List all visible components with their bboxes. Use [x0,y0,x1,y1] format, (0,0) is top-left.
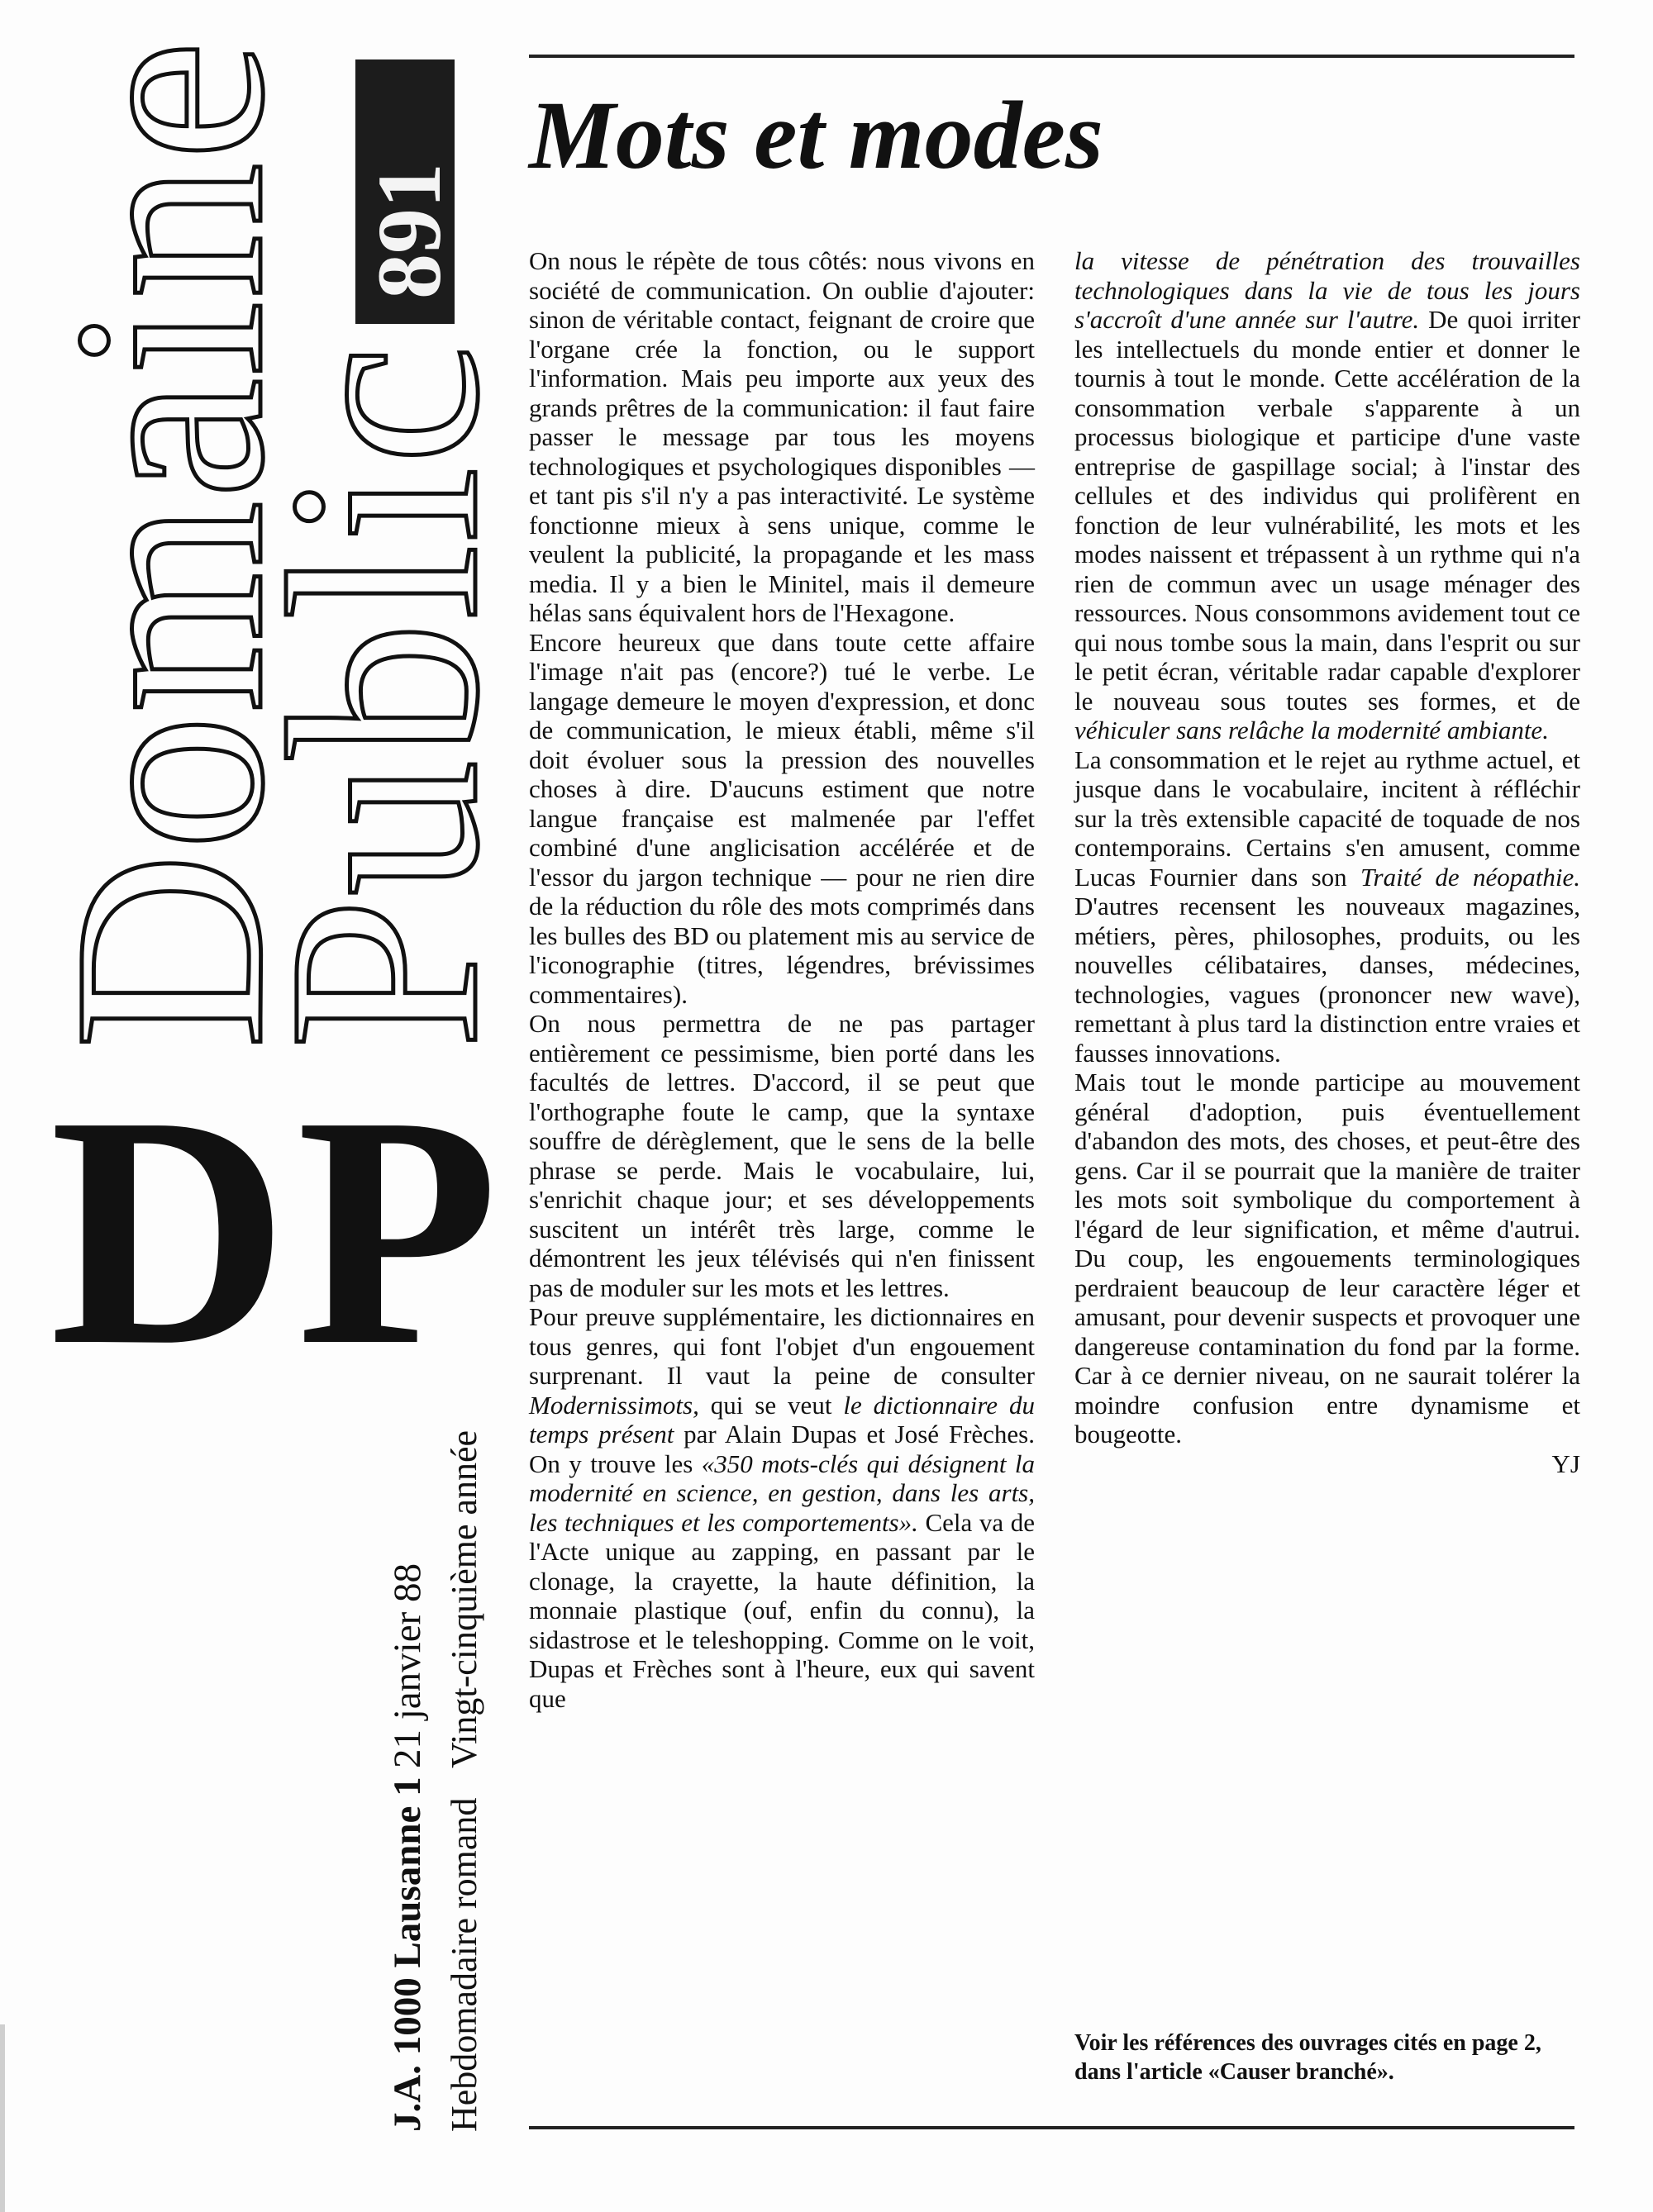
article-column-right [1074,246,1580,1478]
book-subtitle: le dictionnaire du temps présent [529,1390,1035,1449]
publication-year: Vingt-cinquième année [444,1429,484,1768]
quote: véhiculer sans relâche la modernité ambiante. [1074,716,1549,744]
postal-line: J.A. 1000 Lausanne 1 [386,1777,429,2132]
article-column-left [529,246,1035,1713]
text-run: De quoi irriter les intellectuels du monde entier et donner le tournis à tout le monde. Cette accélération de la consommation verbale s'apparente à un processus biologique et participe d'une vaste entreprise de gaspillage social; à l'instar des cellules et des individus qui prolifèrent en fonction de leur vulnérabilité, les mots et les modes naissent et trépassent à un rythme qui n'a rien de commun avec un usage ménager des ressources. Nous consommons avidement tout ce qui nous tombe sous la main, dans l'esprit ou sur le petit écran, véritable radar capable d'explorer le nouveau sous toutes ses formes, et de [1074,305,1580,716]
issue-date: 21 janvier 88 [386,1563,429,1768]
issue-number: 891 [359,163,460,299]
bottom-rule [529,2126,1574,2129]
quote: la vitesse de pénétration des trouvailles technologiques dans la vie de tous les jours s'accroît d'une année sur l'autre. [1074,246,1580,334]
paragraph: On nous permettra de ne pas partager entièrement ce pessimisme, bien porté dans les facultés de lettres. D'accord, il se peut que l'orthographe foute le camp, que la syntaxe souffre de dérèglement, que le sens de la belle phrase se perde. Mais le vocabulaire, lui, s'enrichit chaque jour; et ses développements suscitent un intérêt très large, comme le démontrent les jeux télévisés qui n'en finissent pas de moduler sur les mots et les lettres. [529,1009,1035,1302]
article-headline: Mots et modes [529,81,1103,189]
paragraph [529,1302,1035,1713]
reference-note: Voir les références des ouvrages cités en page 2, dans l'article «Causer branché». [1074,2030,1541,2085]
quote: «350 mots-clés qui désignent la modernité en science, en gestion, dans les arts, les techniques et les comportements». [529,1449,1035,1537]
masthead [0,0,535,2212]
masthead-title-domaine: Domaine [18,38,320,1049]
paragraph: On nous le répète de tous côtés: nous vivons en société de communication. On oublie d'ajouter: sinon de véritable contact, feignant de croire que l'organe crée la fonction, ou le support l'information. Mais peu importe aux yeux des grands prêtres de la communication: il faut faire passer le message par tous les moyens technologiques et psychologiques disponibles — et tant pis s'il n'y a pas interactivité. Le système fonctionne mieux à sens unique, comme le veulent la publicité, la propagande et les mass media. Il y a bien le Minitel, mais il demeure hélas sans équivalent hors de l'Hexagone. [529,246,1035,627]
book-title: Modernissimots, [529,1390,699,1420]
paragraph [1074,745,1580,1068]
paragraph: Mais tout le monde participe au mouvement général d'adoption, puis éventuellement d'abandon des mots, des choses, et peut-être des gens. Car il se pourrait que la manière de traiter les mots soit symbolique du comportement à l'égard de leur signification, et même d'autrui. Du coup, les engouements terminologiques perdraient beaucoup de leur caractère léger et amusant, pour devenir suspects et provoquer une dangereuse contamination du fond par la forme. Car à ce dernier niveau, on ne saurait tolérer la moindre confusion entre dynamisme et bougeotte. [1074,1068,1580,1449]
text-run: qui se veut [698,1390,844,1420]
text-run: par Alain Dupas et José Frèches. On y trouve les [529,1420,1035,1478]
dp-logo: DP [50,1048,507,1414]
text-run: D'autres recensent les nouveaux magazines, métiers, pères, philosophes, produits, ou les nouvelles célibataires, danses, médecines, technologies, vagues (prononcer new wave), remettant à plus tard la distinction entre vraies et fausses innovations. [1074,892,1580,1068]
paragraph-continued [1074,246,1580,745]
text-run: La consommation et le rejet au rythme actuel, et jusque dans le vocabulaire, incitent à réfléchir sur la très extensible capacité de toquade de nos contemporains. Certains s'en amusent, comme Lucas Fournier dans son [1074,744,1580,892]
author-signature: YJ [1551,1449,1580,1478]
publication-subtitle: Hebdomadaire romand [444,1797,484,2132]
text-run: Cela va de l'Acte unique au zapping, en passant par le clonage, la crayette, la haute définition, la monnaie plastique (ouf, enfin du connu), la sidastrose et le teleshopping. Comme on le voit, Dupas et Frèches sont à l'heure, eux qui savent que [529,1507,1036,1713]
text-run: Pour preuve supplémentaire, les dictionnaires en tous genres, qui font l'objet d'un engouement surprenant. Il vaut la peine de consulter [529,1302,1035,1390]
paragraph: Encore heureux que dans toute cette affaire l'image n'ait pas (encore?) tué le verbe. Le langage demeure le moyen d'expression, et donc de communication, le mieux établi, même s'il doit évoluer sous la pression des nouvelles choses à dire. D'aucuns estiment que notre langue française est malmenée par l'effet combiné d'une anglicisation accélérée et de l'essor du jargon technique — pour ne rien dire de la réduction du rôle des mots comprimés dans les bulles des BD ou platement mis au service de l'iconographie (titres, légendres, brévissimes commentaires). [529,627,1035,1009]
top-rule [529,55,1574,58]
book-title: Traité de néopathie. [1360,862,1580,892]
masthead-title-public: Public [233,342,535,1049]
